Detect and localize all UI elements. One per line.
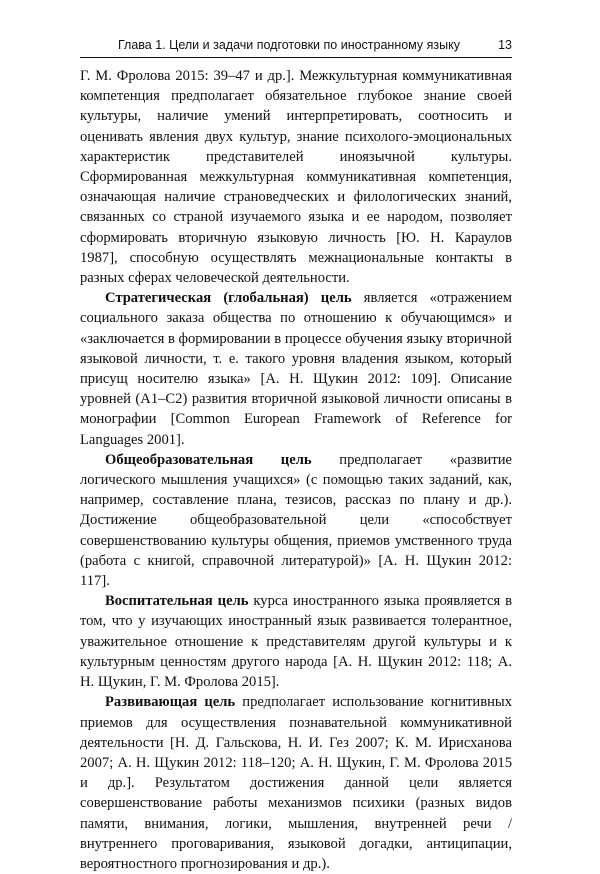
chapter-title: Глава 1. Цели и задачи подготовки по иностранному языку <box>117 38 460 52</box>
paragraph-educational-goal <box>80 591 512 692</box>
term-educational-goal: Воспитательная цель <box>105 593 249 610</box>
body-text <box>80 66 512 874</box>
term-strategic-goal: Стратегическая (глобальная) цель <box>105 290 352 307</box>
term-general-education-goal: Общеобразовательная цель <box>105 451 312 468</box>
paragraph-strategic-goal <box>80 288 512 450</box>
header-rule <box>80 57 512 58</box>
paragraph-text: является «отражением социального заказа общества по отношению к обучающимся» и «заключается в формировании в процессе обучения языку вторичной языковой личности, т. е. такого уровня владения языком, который присущ носителю языка» [А. Н. Щукин 2012: 109]. Описание уровней (А1–С2) развития вторичной языковой личности описаны в монографии [Common European Framework of Reference for Languages 2001]. <box>80 290 513 448</box>
running-header <box>80 38 512 56</box>
paragraph-general-education-goal <box>80 450 512 591</box>
paragraph-text: предполагает «развитие логического мышления учащихся» (с помощью таких заданий, как, например, составление плана, тезисов, рассказ по плану и др.). Достижение общеобразовательной цели «способствует совершенствованию культуры общения, приемов умственного труда (работа с книгой, справочной литературой)» [А. Н. Щукин 2012: 117]. <box>80 451 513 590</box>
paragraph-text: курса иностранного языка проявляется в том, что у изучающих иностранный язык развивается толерантное, уважительное отношение к представителям другой культуры и к культурным ценностям другого народа [А. Н. Щукин 2012: 118; А. Н. Щукин, Г. М. Фролова 2015]. <box>80 593 512 691</box>
paragraph-text: предполагает использование когнитивных приемов для осуществления познавательной коммуникативной деятельности [Н. Д. Гальскова, Н. И. Гез 2007; К. М. Ирисханова 2007; А. Н. Щукин 2012: 118–120; А. Н. Щукин, Г. М. Фролова 2015 и др.]. Результатом достижения данной цели является совершенствование работы механизмов психики (разных видов памяти, внимания, логики, мышления, внутренней речи / внутреннего проговаривания, языковой догадки, антиципации, вероятностного прогнозирования и др.). <box>80 694 512 872</box>
term-developmental-goal: Развивающая цель <box>105 694 236 711</box>
paragraph-continuation <box>80 66 512 288</box>
paragraph-text: Г. М. Фролова 2015: 39–47 и др.]. Межкультурная коммуникативная компетенция предполагает обязательное глубокое знание своей культуры, наличие умений интерпретировать, соотносить и оценивать явления двух культур, знание психолого-эмоциональных характеристик представителей иноязычной культуры. Сформированная межкультурная коммуникативная компетенция, означающая наличие страноведческих и филологических знаний, связанных со страной изучаемого языка и ее народом, позволяет сформировать вторичную языковую личность [Ю. Н. Караулов 1987], способную осуществлять межнациональные контакты в разных сферах человеческой деятельности. <box>80 68 512 287</box>
page-number: 13 <box>498 38 512 52</box>
paragraph-developmental-goal <box>80 692 512 874</box>
